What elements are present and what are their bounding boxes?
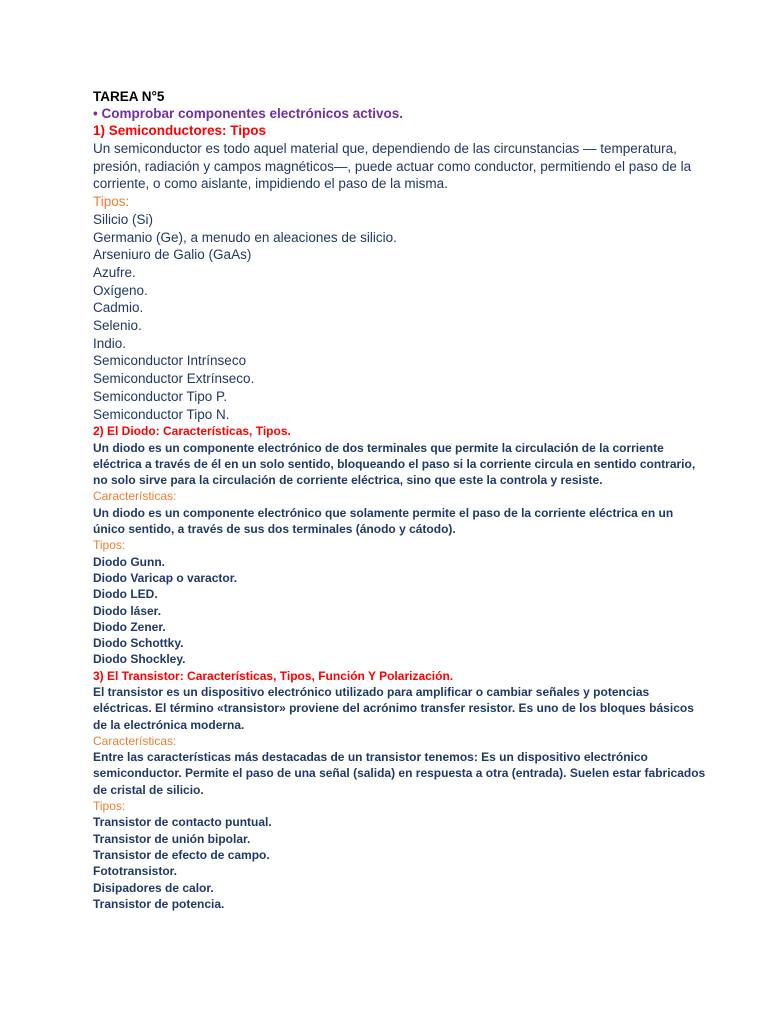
list-item: Semiconductor Extrínseco.	[93, 371, 255, 387]
section-3-caracteristicas-label: Características:	[93, 733, 177, 748]
list-item: Oxígeno.	[93, 282, 148, 298]
list-item: Azufre.	[93, 264, 136, 280]
document-title: TAREA N°5	[93, 89, 165, 104]
list-item: Disipadores de calor.	[93, 880, 214, 895]
section-2-tipos-label: Tipos:	[93, 538, 126, 553]
list-item: Germanio (Ge), a menudo en aleaciones de silicio.	[93, 229, 397, 245]
section-3-heading: 3) El Transistor: Características, Tipos, Función Y Polarización.	[93, 668, 454, 683]
list-item: Silicio (Si)	[93, 211, 154, 227]
section-2-heading: 2) El Diodo: Características, Tipos.	[93, 424, 291, 439]
list-item: Diodo láser.	[93, 603, 162, 618]
list-item: Fototransistor.	[93, 864, 178, 879]
section-2-paragraph: Un diodo es un componente electrónico de dos terminales que permite la circulación de la corriente eléctrica a través de él en un solo sentido, bloqueando el paso si la corriente circula en sentido contrario, no solo sirve para la circulación de corriente eléctrica, sino que este la controla y resiste.	[93, 440, 696, 488]
list-item: Diodo Zener.	[93, 619, 166, 634]
list-item: Transistor de contacto puntual.	[93, 815, 272, 830]
section-2-caracteristicas-label: Características:	[93, 489, 177, 504]
list-item: Diodo Shockley.	[93, 652, 186, 667]
list-item: Transistor de unión bipolar.	[93, 831, 251, 846]
list-item: Indio.	[93, 335, 127, 351]
list-item: Diodo Varicap o varactor.	[93, 570, 238, 585]
list-item: Diodo LED.	[93, 587, 158, 602]
list-item: Arseniuro de Galio (GaAs)	[93, 247, 252, 263]
section-3-tipos-label: Tipos:	[93, 799, 126, 814]
list-item: Semiconductor Tipo P.	[93, 388, 228, 404]
section-1-tipos-label: Tipos:	[93, 194, 130, 210]
section-1-heading: 1) Semiconductores: Tipos	[93, 123, 267, 138]
section-1-tipos-list	[93, 211, 708, 423]
section-1-paragraph: Un semiconductor es todo aquel material que, dependiendo de las circunstancias — temperatura, presión, radiación y campos magnéticos—, puede actuar como conductor, permitiendo el paso de la corriente, o como aislante, impidiendo el paso de la misma.	[93, 141, 692, 192]
list-item: Selenio.	[93, 318, 142, 334]
list-item: Cadmio.	[93, 300, 144, 316]
section-3-paragraph: El transistor es un dispositivo electrónico utilizado para amplificar o cambiar señales y potencias eléctricas. El término «transistor» proviene del acrónimo transfer resistor. Es uno de los bloques básicos de la electrónica moderna.	[93, 685, 694, 732]
list-item: Transistor de efecto de campo.	[93, 847, 270, 862]
section-2-caracteristicas-text: Un diodo es un componente electrónico que solamente permite el paso de la corriente eléctrica en un único sentido, a través de sus dos terminales (ánodo y cátodo).	[93, 505, 674, 537]
list-item: Semiconductor Tipo N.	[93, 406, 230, 422]
list-item: Transistor de potencia.	[93, 896, 225, 911]
list-item: Semiconductor Intrínseco	[93, 353, 247, 369]
list-item: Diodo Schottky.	[93, 636, 184, 651]
section-3-caracteristicas-text: Entre las características más destacadas de un transistor tenemos: Es un dispositivo electrónico semiconductor. Permite el paso de una señal (salida) en respuesta a otra (entrada). Suelen estar fabricados de cristal de silicio.	[93, 750, 706, 797]
section-2-tipos-list	[93, 554, 708, 668]
list-item: Diodo Gunn.	[93, 554, 165, 569]
document-subtitle: • Comprobar componentes electrónicos activos.	[93, 106, 404, 121]
section-3-tipos-list	[93, 814, 708, 912]
